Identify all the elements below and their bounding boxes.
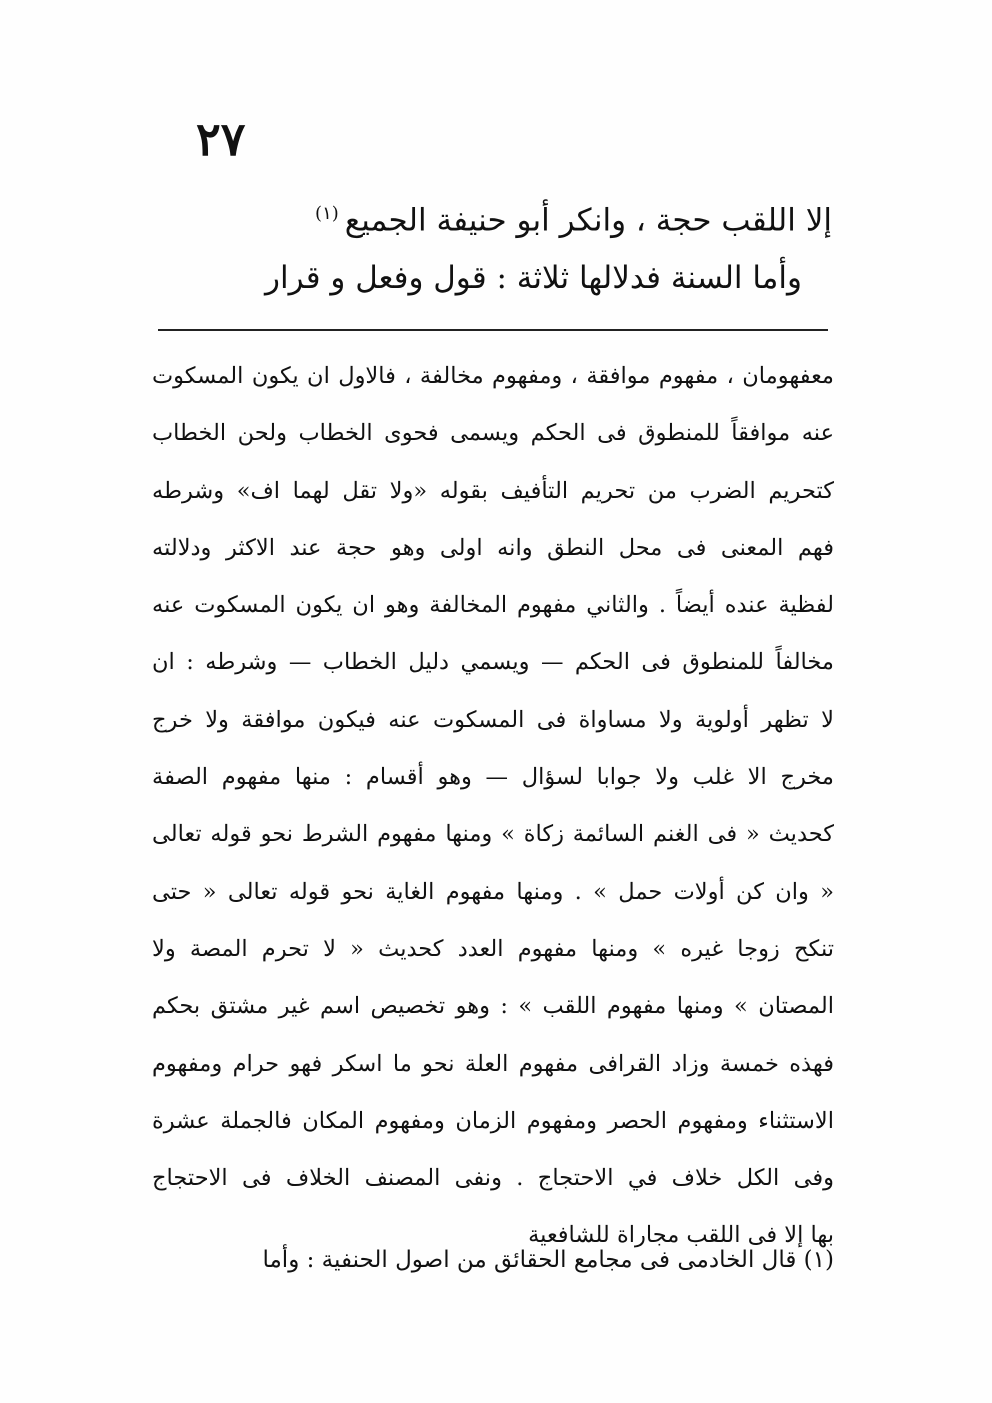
footnote-marker: (١) [315, 203, 339, 224]
page-number: ٢٧ [196, 112, 246, 166]
commentary-line: فهم المعنى فى محل النطق وانه اولى وهو حجة عند الاكثر ودلالته [152, 534, 834, 561]
commentary-line: كحديث « فى الغنم السائمة زكاة » ومنها مفهوم الشرط نحو قوله تعالى [152, 821, 834, 848]
commentary-line: كتحريم الضرب من تحريم التأفيف بقوله «ولا تقل لهما اف» وشرطه [152, 477, 834, 504]
commentary-line: المصتان » ومنها مفهوم اللقب » : وهو تخصيص اسم غير مشتق بحكم [152, 993, 834, 1020]
divider-rule [158, 329, 828, 331]
commentary-line: تنكح زوجا غيره » ومنها مفهوم العدد كحديث « لا تحرم المصة ولا [152, 935, 834, 962]
commentary-line: عنه موافقاً للمنطوق فى الحكم ويسمى فحوى الخطاب ولحن الخطاب [152, 420, 834, 447]
verse-line-2: وأما السنة فدلالها ثلاثة : قول وفعل و قرار [265, 260, 802, 296]
commentary-line: فهذه خمسة وزاد القرافى مفهوم العلة نحو ما اسكر فهو حرام ومفهوم [152, 1050, 834, 1077]
verse-text-1: إلا اللقب حجة ، وانكر أبو حنيفة الجميع [344, 202, 832, 239]
commentary-line: مخالفاً للمنطوق فى الحكم — ويسمي دليل الخطاب — وشرطه : ان [152, 649, 834, 676]
commentary-line: بها إلا فى اللقب مجاراة للشافعية [528, 1222, 834, 1249]
commentary-line: لفظية عنده أيضاً . والثاني مفهوم المخالفة وهو ان يكون المسكوت عنه [152, 592, 834, 619]
verse-line-1 [132, 194, 832, 240]
commentary-line: وفى الكل خلاف في الاحتجاج . ونفى المصنف الخلاف فى الاحتجاج [152, 1165, 834, 1192]
commentary-line: مخرج الا غلب ولا جوابا لسؤال — وهو أقسام : منها مفهوم الصفة [152, 764, 834, 791]
commentary-line: معفهومان ، مفهوم موافقة ، ومفهوم مخالفة ، فالاول ان يكون المسكوت [152, 363, 834, 389]
commentary-line: الاستثناء ومفهوم الحصر ومفهوم الزمان ومفهوم المكان فالجملة عشرة [152, 1107, 834, 1134]
commentary-block [152, 348, 834, 1265]
footnote: (١) قال الخادمى فى مجامع الحقائق من اصول الحنفية : وأما [262, 1247, 834, 1273]
commentary-line: لا تظهر أولوية ولا مساواة فى المسكوت عنه فيكون موافقة ولا خرج [152, 706, 834, 733]
commentary-line: « وان كن أولات حمل » . ومنها مفهوم الغاية نحو قوله تعالى « حتى [152, 878, 834, 905]
